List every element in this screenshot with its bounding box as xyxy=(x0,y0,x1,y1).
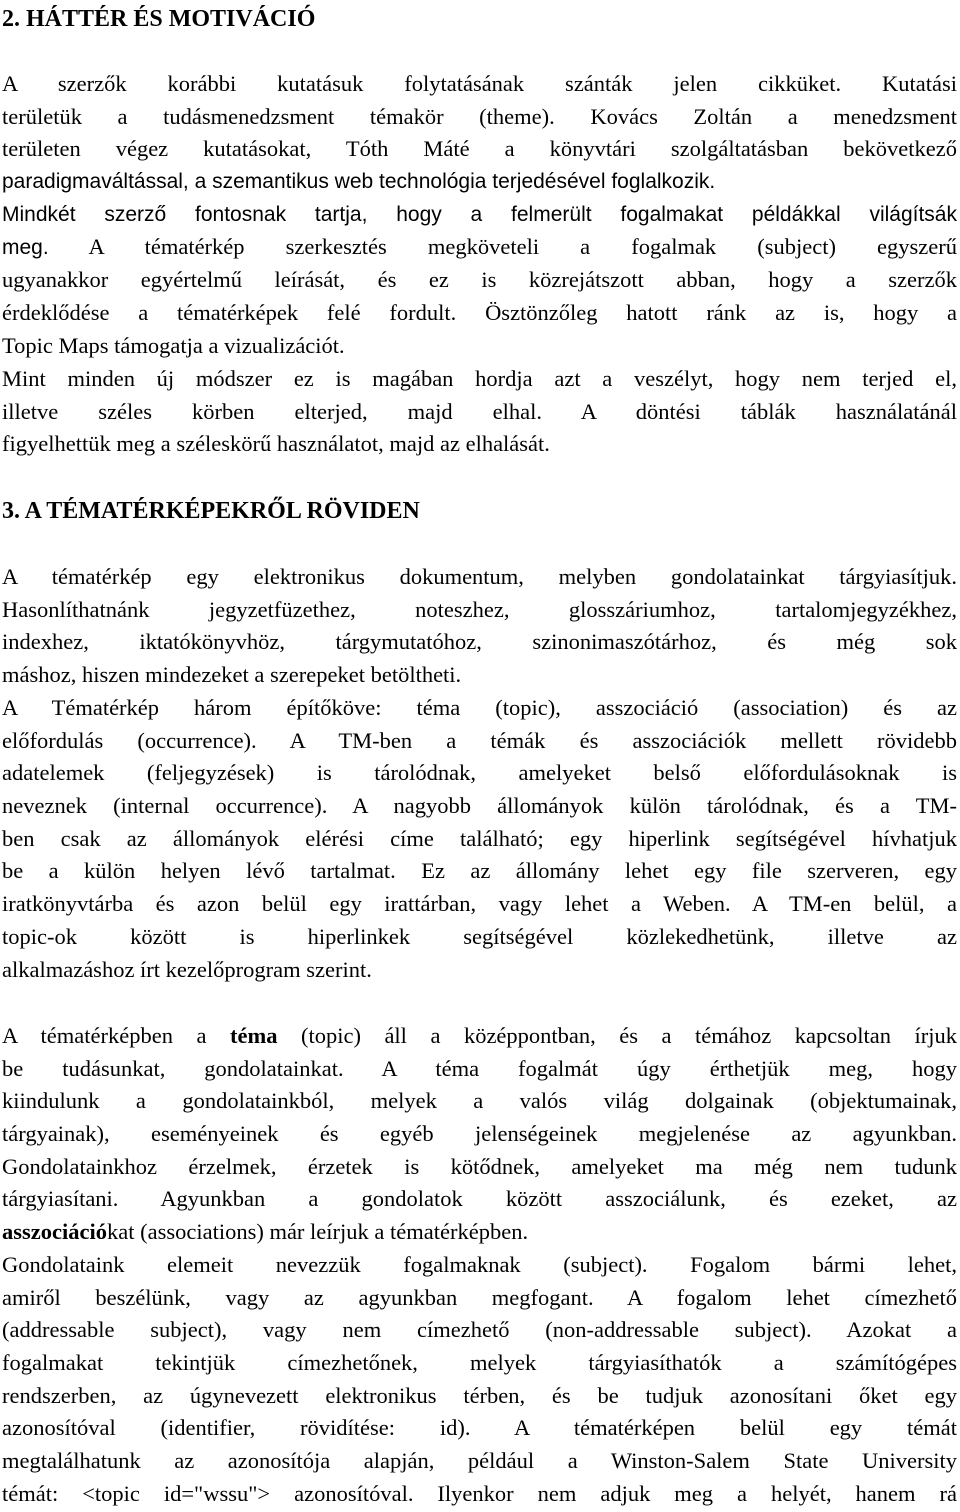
text-line: Gondolatainkhoz érzelmek, érzetek is kötődnek, amelyeket ma még nem tudunk xyxy=(2,1153,957,1179)
section-3-paragraph-2 xyxy=(2,692,957,986)
text-line: alkalmazáshoz írt kezelőprogram szerint. xyxy=(2,956,372,982)
section-3-paragraph-1 xyxy=(2,561,957,692)
text-line: területen végez kutatásokat, Tóth Máté a könyvtári szolgáltatásban bekövetkező xyxy=(2,136,957,162)
text-line: Hasonlíthatnánk jegyzetfüzethez, noteszhez, glosszáriumhoz, tartalomjegyzékhez, xyxy=(2,596,957,622)
text-line: fogalmakat tekintjük címezhetőnek, melyek tárgyiasíthatók a számítógépes xyxy=(2,1350,957,1376)
bold-term-tema: téma xyxy=(229,1023,278,1048)
text-line: rendszerben, az úgynevezett elektronikus térben, és be tudjuk azonosítani őket egy xyxy=(2,1382,957,1408)
text-line: területük a tudásmenedzsment témakör (theme). Kovács Zoltán a menedzsment xyxy=(2,103,957,129)
text-fragment: kat (associations) már leírjuk a tématérképben. xyxy=(106,1219,529,1245)
text-line: Gondolataink elemeit nevezzük fogalmaknak (subject). Fogalom bármi lehet, xyxy=(2,1252,957,1277)
text-line: topic-ok között is hiperlinkek segítségével közlekedhetünk, illetve az xyxy=(2,923,957,949)
text-line: azonosítóval (identifier, rövidítése: id). A tématérképen belül egy témát xyxy=(2,1415,957,1441)
text-line: tárgyainak), eseményeinek és egyéb jelenségeinek megjelenése az agyunkban. xyxy=(2,1121,957,1147)
text-line: kiindulunk a gondolatainkból, melyek a valós világ dolgainak (objektumainak, xyxy=(2,1088,957,1114)
text-line: Topic Maps támogatja a vizualizációt. xyxy=(2,332,345,358)
text-line: érdeklődése a tématérképek felé fordult. Ösztönzőleg hatott ránk az is, hogy a xyxy=(2,299,957,325)
text-line: iratkönyvtárba és azon belül egy irattárban, vagy lehet a Weben. A TM-en belül, a xyxy=(2,891,957,917)
text-line: neveznek (internal occurrence). A nagyobb állományok külön tárolódnak, és a TM- xyxy=(2,793,957,819)
text-line: be tudásunkat, gondolatainkat. A téma fogalmát úgy érthetjük meg, hogy xyxy=(2,1055,957,1081)
text-line: megtalálhatunk az azonosítója alapján, például a Winston-Salem State University xyxy=(2,1448,957,1474)
text-line: A Tématérkép három építőköve: téma (topic), asszociáció (association) és az xyxy=(2,695,957,720)
bold-term-asszociacio: asszociáció xyxy=(2,1219,107,1245)
text-line: adatelemek (feljegyzések) is tárolódnak, amelyeket belső előfordulásoknak is xyxy=(2,760,957,786)
text-line xyxy=(2,1216,957,1249)
text-line: előfordulás (occurrence). A TM-ben a témák és asszociációk mellett rövidebb xyxy=(2,727,957,753)
section-2-paragraph-2 xyxy=(2,363,957,461)
text-line: A szerzők korábbi kutatásuk folytatásának szánták jelen cikküket. Kutatási xyxy=(2,71,957,96)
section-3-heading: 3. A TÉMATÉRKÉPEKRŐL RÖVIDEN xyxy=(2,498,420,524)
section-2-heading: 2. HÁTTÉR ÉS MOTIVÁCIÓ xyxy=(2,6,316,32)
section-2-paragraph-1 xyxy=(2,68,957,362)
text-line: tárgyiasítani. Agyunkban a gondolatok között asszociálunk, és ezeket, az xyxy=(2,1186,957,1212)
text-line: Mint minden új módszer ez is magában hordja azt a veszélyt, hogy nem terjed el, xyxy=(2,366,957,391)
text-line xyxy=(2,231,957,264)
text-line: ben csak az állományok elérési címe található; egy hiperlink segítségével hívhatjuk xyxy=(2,825,957,851)
text-fragment: (topic) áll a középpontban, és a témához kapcsoltan írjuk xyxy=(277,1023,957,1048)
text-fragment: A tématérkép szerkesztés megköveteli a fogalmak (subject) egyszerű xyxy=(48,234,957,260)
text-fragment: meg. xyxy=(2,236,49,260)
text-line: be a külön helyen lévő tartalmat. Ez az állomány lehet egy file szerveren, egy xyxy=(2,858,957,884)
text-line: paradigmaváltással, a szemantikus web technológia terjedésével foglalkozik. xyxy=(2,170,716,194)
section-3-paragraph-4 xyxy=(2,1249,957,1511)
text-line xyxy=(2,1020,957,1053)
text-line: A tématérkép egy elektronikus dokumentum, melyben gondolatainkat tárgyiasítjuk. xyxy=(2,564,957,589)
text-fragment: A tématérképben a xyxy=(2,1023,230,1048)
text-line: (addressable subject), vagy nem címezhető (non-addressable subject). Azokat a xyxy=(2,1317,957,1343)
text-line: indexhez, iktatókönyvhöz, tárgymutatóhoz, szinonimaszótárhoz, és még sok xyxy=(2,629,957,655)
text-line: máshoz, hiszen mindezeket a szerepeket betöltheti. xyxy=(2,662,462,688)
section-3-paragraph-3 xyxy=(2,1020,957,1249)
text-line: ugyanakkor egyértelmű leírását, és ez is közrejátszott abban, hogy a szerzők xyxy=(2,267,957,293)
text-line: amiről beszélünk, vagy az agyunkban megfogant. A fogalom lehet címezhető xyxy=(2,1284,957,1310)
text-line: figyelhettük meg a széleskörű használatot, majd az elhalását. xyxy=(2,431,550,457)
text-line: témát: <topic id="wssu"> azonosítóval. Ilyenkor nem adjuk meg a helyét, hanem rá xyxy=(2,1480,957,1506)
text-line: Mindkét szerző fontosnak tartja, hogy a felmerült fogalmakat példákkal világítsák xyxy=(2,202,957,226)
text-line: illetve széles körben elterjed, majd elhal. A döntési táblák használatánál xyxy=(2,398,957,424)
